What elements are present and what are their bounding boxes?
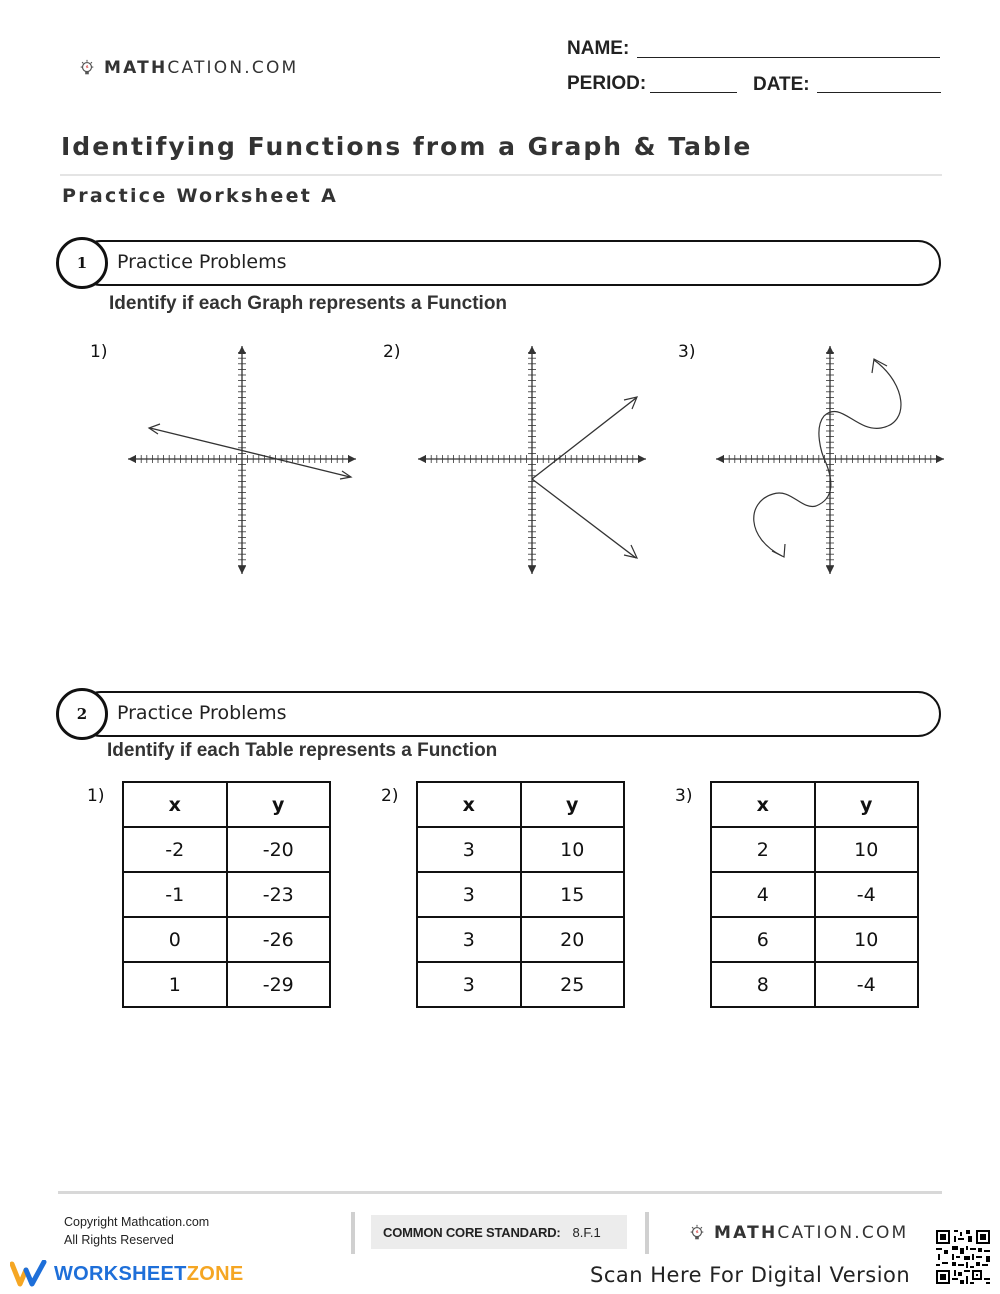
table-row [123, 917, 330, 962]
table-cell-x: 3 [417, 917, 521, 962]
brand-name: MATHCATION.COM [714, 1223, 909, 1243]
graph-3-arrow-top [872, 359, 887, 373]
table-cell-x: -2 [123, 827, 227, 872]
table-cell-y: -23 [227, 872, 331, 917]
table-cell-x: 4 [711, 872, 815, 917]
name-label: NAME: [567, 38, 630, 59]
worksheet-zone-text: WORKSHEETZONE [54, 1262, 244, 1285]
footer-separator-left [351, 1212, 355, 1254]
table-row [417, 872, 624, 917]
table-row [123, 827, 330, 872]
copyright-line-2: All Rights Reserved [64, 1233, 174, 1247]
graph-1-axes [128, 346, 356, 574]
table-cell-x: 6 [711, 917, 815, 962]
table-cell-x: 3 [417, 962, 521, 1007]
table-header-x: x [417, 782, 521, 827]
graph-1-number: 1) [90, 342, 108, 362]
scan-text: Scan Here For Digital Version [590, 1263, 911, 1287]
footer-separator-right [645, 1212, 649, 1254]
table-header-row [711, 782, 918, 827]
common-core-standard [371, 1215, 627, 1249]
table-header-y: y [227, 782, 331, 827]
date-field[interactable] [817, 92, 941, 93]
title-divider [60, 174, 942, 176]
table-header-y: y [521, 782, 625, 827]
section-2-label: Practice Problems [117, 702, 287, 724]
table-row [711, 917, 918, 962]
period-label: PERIOD: [567, 73, 647, 94]
function-table-2 [416, 781, 625, 1008]
page-title: Identifying Functions from a Graph & Table [61, 132, 753, 161]
lightbulb-icon [688, 1224, 706, 1242]
name-field[interactable] [637, 57, 940, 58]
table-header-y: y [815, 782, 919, 827]
graph-3-arrow-bottom [772, 544, 785, 557]
table-row [123, 872, 330, 917]
table-row [711, 827, 918, 872]
header-brand [78, 58, 298, 78]
table-header-row [123, 782, 330, 827]
table-row [417, 962, 624, 1007]
footer-divider [58, 1191, 942, 1194]
table-header-x: x [123, 782, 227, 827]
table-cell-y: 20 [521, 917, 625, 962]
standard-value: 8.F.1 [572, 1224, 601, 1240]
table-row [417, 917, 624, 962]
graph-2-upper-ray [532, 398, 636, 479]
graph-3 [706, 338, 956, 583]
section-2-instruction: Identify if each Table represents a Function [107, 740, 498, 761]
graph-3-axes [716, 346, 944, 574]
table-cell-x: 8 [711, 962, 815, 1007]
graph-1 [118, 338, 368, 583]
table-cell-x: 1 [123, 962, 227, 1007]
section-1-number: 1 [56, 237, 108, 289]
copyright-line-1: Copyright Mathcation.com [64, 1215, 210, 1229]
section-2-number: 2 [56, 688, 108, 740]
table-row [711, 962, 918, 1007]
date-label: DATE: [753, 74, 810, 95]
table-cell-y: -29 [227, 962, 331, 1007]
worksheet-zone-logo[interactable] [10, 1260, 243, 1288]
graph-1-line [150, 428, 350, 477]
brand-name: MATHCATION.COM [104, 58, 299, 78]
table-cell-y: 25 [521, 962, 625, 1007]
table-cell-y: 10 [815, 827, 919, 872]
graph-2-number: 2) [383, 342, 401, 362]
table-cell-y: -26 [227, 917, 331, 962]
page-subtitle: Practice Worksheet A [62, 185, 339, 207]
worksheet-zone-w-icon [10, 1260, 48, 1288]
table-cell-y: -20 [227, 827, 331, 872]
table-cell-y: -4 [815, 872, 919, 917]
table-cell-x: 2 [711, 827, 815, 872]
table-row [123, 962, 330, 1007]
table-cell-x: 3 [417, 872, 521, 917]
lightbulb-icon [78, 59, 96, 77]
table-header-row [417, 782, 624, 827]
function-table-3 [710, 781, 919, 1008]
table-cell-y: 10 [521, 827, 625, 872]
period-field[interactable] [650, 92, 737, 93]
graph-2-lower-ray [532, 479, 636, 558]
table-cell-x: -1 [123, 872, 227, 917]
table-row [417, 827, 624, 872]
function-table-1 [122, 781, 331, 1008]
section-1-instruction: Identify if each Graph represents a Function [109, 293, 508, 314]
table-cell-y: -4 [815, 962, 919, 1007]
graph-2 [408, 338, 658, 583]
graph-2-arrow-down [624, 545, 637, 558]
table-cell-x: 3 [417, 827, 521, 872]
table-row [711, 872, 918, 917]
graph-3-number: 3) [678, 342, 696, 362]
table-1-number: 1) [87, 786, 105, 806]
table-cell-x: 0 [123, 917, 227, 962]
table-2-number: 2) [381, 786, 399, 806]
table-header-x: x [711, 782, 815, 827]
copyright [64, 1213, 209, 1249]
table-cell-y: 15 [521, 872, 625, 917]
table-3-number: 3) [675, 786, 693, 806]
footer-brand [688, 1223, 908, 1243]
qr-code-icon[interactable] [934, 1228, 992, 1286]
standard-label: COMMON CORE STANDARD: [383, 1224, 561, 1240]
table-cell-y: 10 [815, 917, 919, 962]
section-1-label: Practice Problems [117, 251, 287, 273]
